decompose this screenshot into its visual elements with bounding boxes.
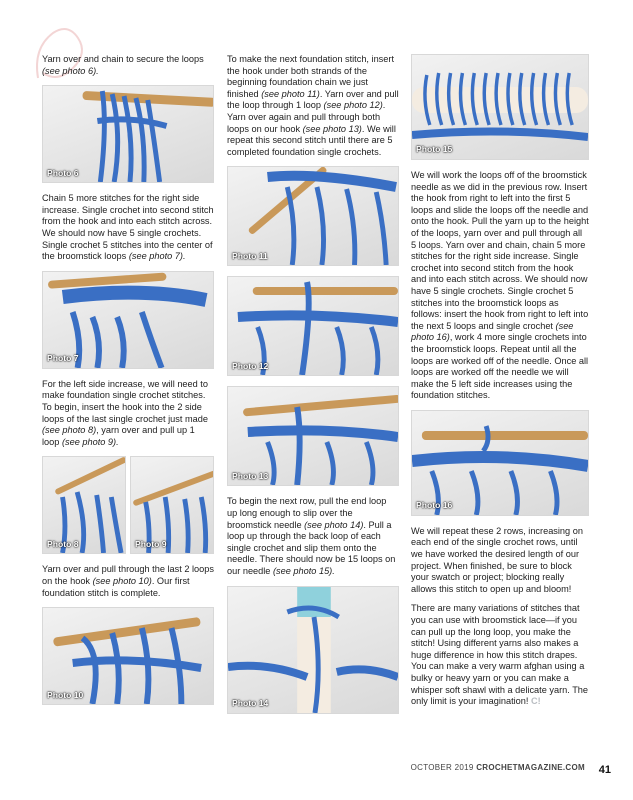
- paragraph-right-increase: Chain 5 more stitches for the right side increase. Single crochet into second stitch from the hook and into each stitch across. We should now have 5 single crochets. Single crochet 5 stitches into the center of the broomstick loops (see photo 7).: [42, 193, 214, 262]
- photo-8: [42, 456, 126, 554]
- column-left: [42, 54, 214, 715]
- photo-11-caption: Photo 11: [232, 250, 268, 261]
- photo-7: [42, 271, 214, 369]
- photo-pair-8-9: [42, 456, 214, 554]
- photo-7-caption: Photo 7: [47, 353, 79, 364]
- paragraph-left-increase: For the left side increase, we will need to make foundation single crochet stitches. To begin, insert the hook into the 2 side loops of the last single crochet just made (see photo 8), yarn over and pull up 1 loop (see photo 9).: [42, 378, 208, 447]
- column-middle: [227, 54, 399, 724]
- photo-14-caption: Photo 14: [232, 697, 269, 708]
- footer-site: CROCHETMAGAZINE.COM: [476, 763, 585, 772]
- photo-9: [130, 456, 214, 554]
- photo-11: [227, 166, 399, 266]
- paragraph-work-loops: We will work the loops off of the broomstick needle as we did in the previous row. Insert the hook from right to left into the first 5 loops and slide the loops off the needle and onto the hook. Pull the yarn up to the height of the loops, yarn over and pull through all 5 loops. Yarn over and chain, chain 5 more stitches for the right side increase. Single crochet into second stitch from the hook and into each stitch across. We should now have 5 single crochets. Single crochet 5 stitches into the broomstick loops as follows: insert the hook from right to left into the next 5 loops and single crochet (see photo 16), work 4 more single crochets into the broomstick loops. Repeat until all the loops are worked off of the needle. Once all loops are worked off the needle we will make the 5 left side increases using the foundation stitches.: [411, 170, 589, 401]
- photo-13: [227, 386, 399, 486]
- photo-12-caption: Photo 12: [232, 360, 269, 371]
- photo-10-caption: Photo 10: [47, 689, 84, 700]
- photo-6-caption: Photo 6: [47, 167, 79, 178]
- paragraph-repeat-rows: We will repeat these 2 rows, increasing on each end of the single crochet rows, until we have worked the desired length of our project. When finished, be sure to block your swatch or project; blocking really allows this stitch to open up and bloom!: [411, 525, 583, 594]
- photo-12: [227, 276, 399, 376]
- page-footer: [411, 763, 585, 772]
- paragraph-variations: There are many variations of stitches that you can use with broomstick lace—if you can pull up the long loop, you make the stitch! Using different yarns also makes a huge difference in how this stitch drapes. You can make a very warm afghan using a bulky or heavy yarn or you can make a whisper soft shawl with a delicate yarn. The only limit is your imagination! C!: [411, 603, 589, 707]
- paragraph-chain-secure: Yarn over and chain to secure the loops (see photo 6).: [42, 54, 204, 76]
- photo-15: [411, 54, 589, 160]
- photo-14: [227, 586, 399, 714]
- photo-13-caption: Photo 13: [232, 470, 269, 481]
- paragraph-foundation-complete: Yarn over and pull through the last 2 loops on the hook (see photo 10). Our first foundation stitch is complete.: [42, 564, 214, 598]
- footer-issue: OCTOBER 2019: [410, 763, 474, 772]
- photo-15-caption: Photo 15: [416, 144, 453, 155]
- photo-8-caption: Photo 8: [47, 538, 79, 549]
- page-number: 41: [598, 764, 611, 776]
- column-right: [411, 54, 589, 716]
- photo-16: [411, 410, 589, 516]
- photo-6: [42, 85, 214, 183]
- photo-14-image-icon: [228, 587, 398, 713]
- paragraph-next-foundation: To make the next foundation stitch, insert the hook under both strands of the beginning foundation chain we just finished (see photo 11). Yarn over and pull the loop through 1 loop (see photo 12). Yarn over again and pull through both loops on our hook (see photo 13). We will repeat this second stitch until there are 5 completed foundation single crochets.: [227, 54, 399, 157]
- paragraph-next-row: To begin the next row, pull the end loop up long enough to slip over the broomstick needle (see photo 14). Pull a loop up through the back loop of each single crochet and slip them onto the needle. There should now be 15 loops on our needle (see photo 15).: [227, 496, 396, 576]
- photo-16-caption: Photo 16: [416, 500, 453, 511]
- end-mark: C!: [531, 696, 541, 707]
- photo-9-caption: Photo 9: [135, 538, 167, 549]
- photo-10: [42, 607, 214, 705]
